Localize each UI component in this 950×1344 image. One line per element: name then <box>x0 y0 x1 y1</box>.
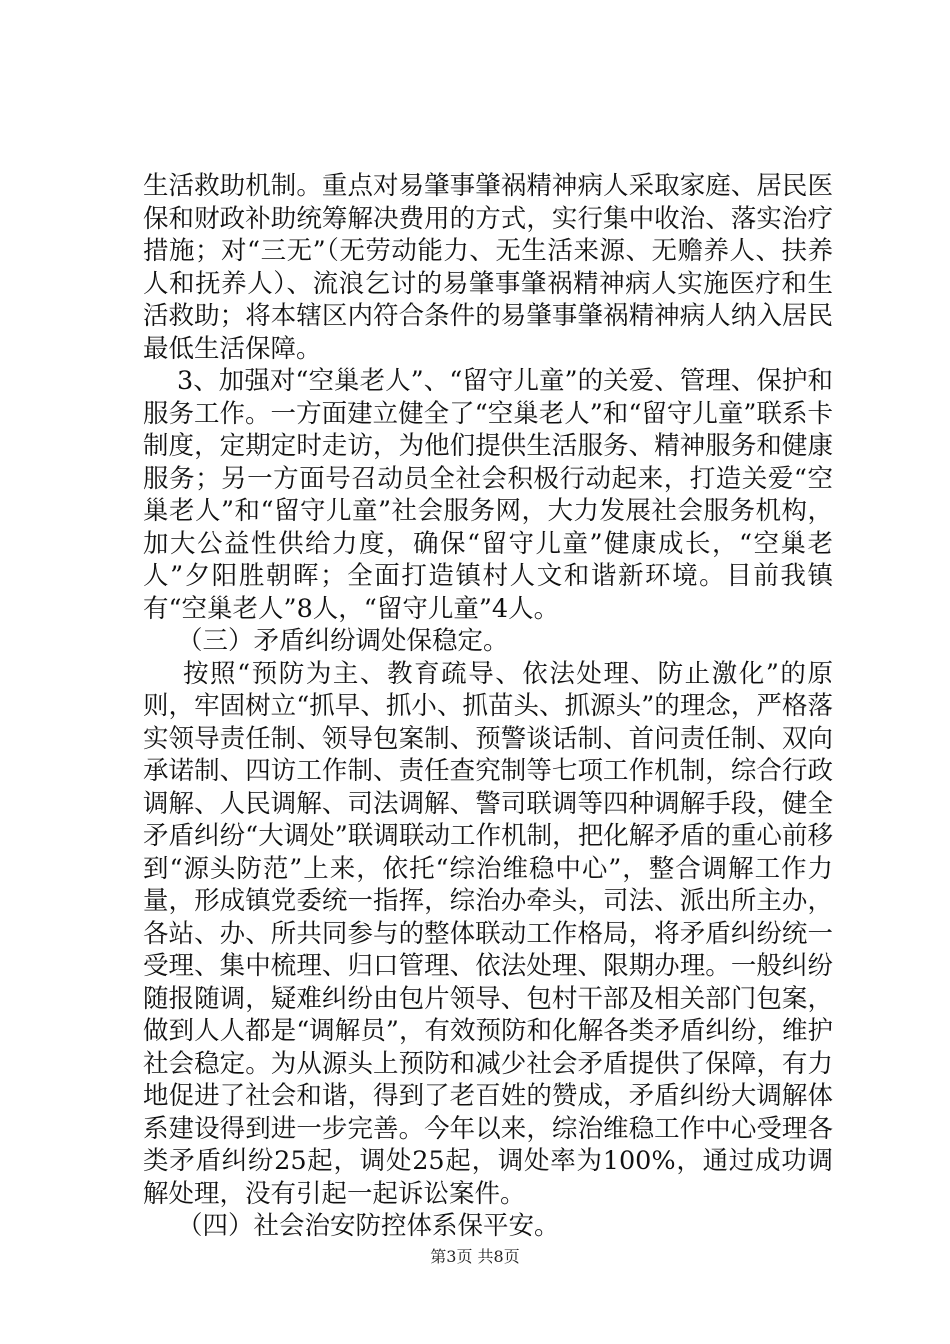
section-heading-dispute-mediation: （三）矛盾纠纷调处保稳定。 <box>177 626 509 656</box>
paragraph-dispute-mediation: 按照“预防为主、教育疏导、依法处理、防止激化”的原则，牢固树立“抓早、抓小、抓苗头、抓源头”的理念，严格落实领导责任制、领导包案制、预警谈话制、首问责任制、双向承诺制、四访工作制、责任查究制等七项工作机制，综合行政调解、人民调解、司法调解、警司联调等四种调解手段，健全矛盾纠纷“大调处”联调联动工作机制，把化解矛盾的重心前移到“源头防范”上来，依托“综治维稳中心”，整合调解工作力量，形成镇党委统一指挥，综治办牵头，司法、派出所主办，各站、办、所共同参与的整体联动工作格局，将矛盾纠纷统一受理、集中梳理、归口管理、依法处理、限期办理。一般纠纷随报随调，疑难纠纷由包片领导、包村干部及相关部门包案，做到人人都是“调解员”，有效预防和化解各类矛盾纠纷，维护社会稳定。为从源头上预防和减少社会矛盾提供了保障，有力地促进了社会和谐，得到了老百姓的赞成，矛盾纠纷大调解体系建设得到进一步完善。今年以来，综治维稳工作中心受理各类矛盾纠纷25起，调处25起，调处率为100%，通过成功调解处理，没有引起一起诉讼案件。 <box>143 658 833 1209</box>
paragraph-elderly-children-care: 3、加强对“空巢老人”、“留守儿童”的关爱、管理、保护和服务工作。一方面建立健全了“空巢老人”和“留守儿童”联系卡制度，定期定时走访，为他们提供生活服务、精神服务和健康服务；另一方面号召动员全社会积极行动起来，打造关爱“空巢老人”和“留守儿童”社会服务网，大力发展社会服务机构，加大公益性供给力度，确保“留守儿童”健康成长，“空巢老人”夕阳胜朝晖；全面打造镇村人文和谐新环境。目前我镇有“空巢老人”8人，“留守儿童”4人。 <box>143 366 833 624</box>
page-number-footer: 第3页 共8页 <box>430 1247 520 1266</box>
paragraph-living-assistance: 生活救助机制。重点对易肇事肇祸精神病人采取家庭、居民医保和财政补助统筹解决费用的方式，实行集中收治、落实治疗措施；对“三无”（无劳动能力、无生活来源、无赡养人、扶养人和抚养人）、流浪乞讨的易肇事肇祸精神病人实施医疗和生活救助；将本辖区内符合条件的易肇事肇祸精神病人纳入居民最低生活保障。 <box>143 171 833 364</box>
section-heading-public-security: （四）社会治安防控体系保平安。 <box>177 1211 560 1241</box>
document-body <box>143 170 833 1243</box>
